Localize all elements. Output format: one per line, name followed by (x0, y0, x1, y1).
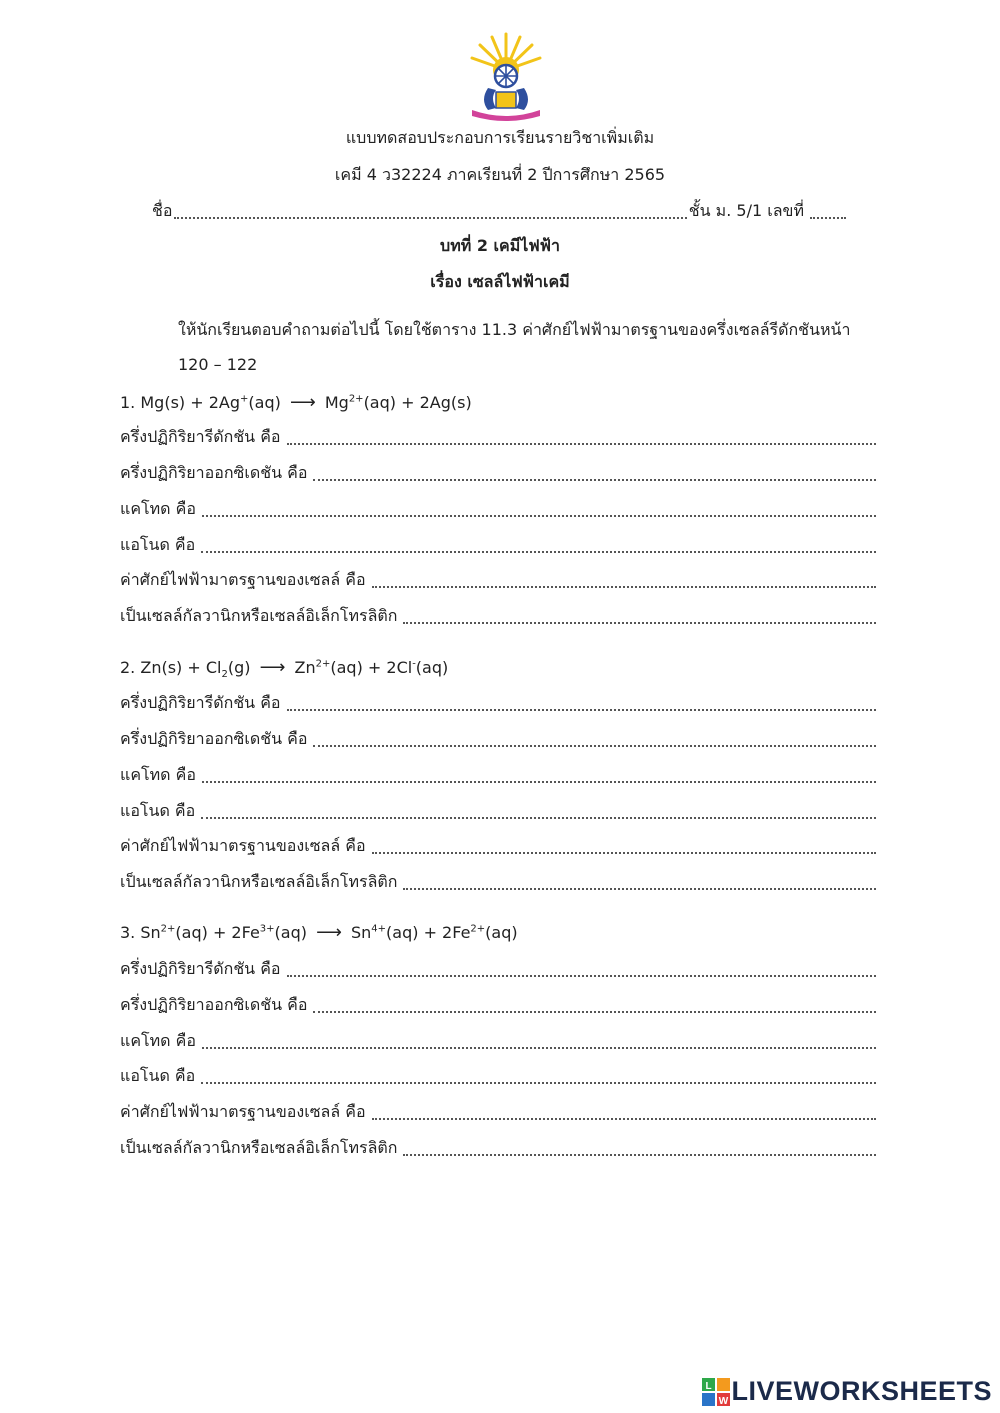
name-row (152, 199, 846, 224)
reaction-arrow-icon: ⟶ (259, 657, 286, 678)
answer-field[interactable] (313, 478, 876, 481)
answer-field[interactable] (287, 708, 876, 711)
answer-field[interactable] (201, 816, 876, 819)
answer-row (120, 958, 876, 982)
answer-field[interactable] (403, 887, 876, 890)
answer-field[interactable] (287, 974, 876, 977)
answer-row (120, 871, 876, 895)
answer-label: เป็นเซลล์กัลวานิกหรือเซลล์อิเล็กโทรลิติก (120, 1138, 398, 1157)
answer-row (120, 728, 876, 752)
answer-field[interactable] (202, 514, 876, 517)
answer-label: ครึ่งปฏิกิริยารีดักชัน คือ (120, 959, 281, 978)
answer-field[interactable] (313, 744, 876, 747)
question-number: 1. (120, 393, 136, 412)
answer-row (120, 534, 876, 558)
answer-row (120, 835, 876, 859)
answer-label: ค่าศักย์ไฟฟ้ามาตรฐานของเซลล์ คือ (120, 1102, 366, 1121)
badge-letter: L (705, 1380, 713, 1392)
answer-row (120, 800, 876, 824)
name-label: ชื่อ (152, 201, 173, 220)
answer-field[interactable] (403, 1153, 876, 1156)
name-field[interactable] (174, 217, 686, 219)
instruction-line-1: ให้นักเรียนตอบคำถามต่อไปนี้ โดยใช้ตาราง 11.3 ค่าศักย์ไฟฟ้ามาตรฐานของครึ่งเซลล์รีดักชันหน้า (178, 320, 851, 339)
answer-label: ครึ่งปฏิกิริยารีดักชัน คือ (120, 427, 281, 446)
answer-label: เป็นเซลล์กัลวานิกหรือเซลล์อิเล็กโทรลิติก (120, 872, 398, 891)
answer-label: แอโนด คือ (120, 801, 196, 820)
question-1-reaction: 1. Mg(s) + 2Ag+(aq) ⟶ $Mg^{2+}(aq) + 2Ag(s)$ (120, 392, 472, 413)
answer-label: ครึ่งปฏิกิริยาออกซิเดชัน คือ (120, 729, 308, 748)
answer-field[interactable] (313, 1010, 876, 1013)
school-crest-logo (466, 30, 546, 122)
reaction-arrow-icon: ⟶ (289, 392, 316, 413)
answer-row (120, 426, 876, 450)
answer-label: แคโทด คือ (120, 499, 196, 518)
answer-row (120, 692, 876, 716)
reaction-arrow-icon: ⟶ (316, 922, 342, 943)
answer-field[interactable] (372, 1117, 876, 1120)
answer-label: ครึ่งปฏิกิริยาออกซิเดชัน คือ (120, 995, 308, 1014)
watermark-text: LIVEWORKSHEETS (731, 1376, 992, 1406)
answer-label: แอโนด คือ (120, 535, 196, 554)
answer-row (120, 1101, 876, 1125)
answer-label: ค่าศักย์ไฟฟ้ามาตรฐานของเซลล์ คือ (120, 570, 366, 589)
title-line-1: แบบทดสอบประกอบการเรียนรายวิชาเพิ่มเติม (345, 128, 655, 147)
answer-field[interactable] (372, 585, 876, 588)
answer-label: ครึ่งปฏิกิริยารีดักชัน คือ (120, 693, 281, 712)
answer-label: แคโทด คือ (120, 765, 196, 784)
answer-label: แอโนด คือ (120, 1066, 196, 1085)
answer-field[interactable] (201, 1081, 876, 1084)
question-number: 2. (120, 658, 136, 677)
answer-label: ครึ่งปฏิกิริยาออกซิเดชัน คือ (120, 463, 308, 482)
badge-letter: W (719, 1395, 729, 1407)
answer-row (120, 462, 876, 486)
answer-field[interactable] (202, 1046, 876, 1049)
answer-row (120, 569, 876, 593)
question-2-reaction: 2. $Zn(s) + Cl_2(g)$ ⟶ $Zn^{2+}(aq) + 2Cl^-(aq)$ (120, 657, 449, 681)
answer-field[interactable] (372, 851, 876, 854)
chapter-title: บทที่ 2 เคมีไฟฟ้า (440, 236, 560, 255)
answer-field[interactable] (287, 442, 876, 445)
answer-row (120, 994, 876, 1018)
liveworksheets-watermark (701, 1376, 992, 1407)
answer-row (120, 498, 876, 522)
title-line-2: เคมี 4 ว32224 ภาคเรียนที่ 2 ปีการศึกษา 2565 (334, 165, 666, 184)
answer-row (120, 1065, 876, 1089)
instruction-line-2: 120 – 122 (178, 355, 258, 374)
answer-label: ค่าศักย์ไฟฟ้ามาตรฐานของเซลล์ คือ (120, 836, 366, 855)
topic-title: เรื่อง เซลล์ไฟฟ้าเคมี (430, 272, 570, 291)
question-3-reaction: 3. $Sn^{2+}(aq) + 2Fe^{3+}(aq)$ ⟶ $Sn^{4+}(aq) + 2Fe^{2+}(aq)$ (120, 922, 518, 943)
answer-label: แคโทด คือ (120, 1031, 196, 1050)
student-number-field[interactable] (810, 217, 846, 219)
question-number: 3. (120, 923, 136, 942)
answer-field[interactable] (202, 780, 876, 783)
answer-row (120, 764, 876, 788)
answer-field[interactable] (201, 550, 876, 553)
answer-row (120, 1137, 876, 1161)
class-label: ชั้น ม. 5/1 เลขที่ (688, 201, 804, 220)
answer-row (120, 605, 876, 629)
liveworksheets-badge-icon (701, 1377, 731, 1407)
answer-label: เป็นเซลล์กัลวานิกหรือเซลล์อิเล็กโทรลิติก (120, 606, 398, 625)
answer-row (120, 1030, 876, 1054)
answer-field[interactable] (403, 621, 876, 624)
